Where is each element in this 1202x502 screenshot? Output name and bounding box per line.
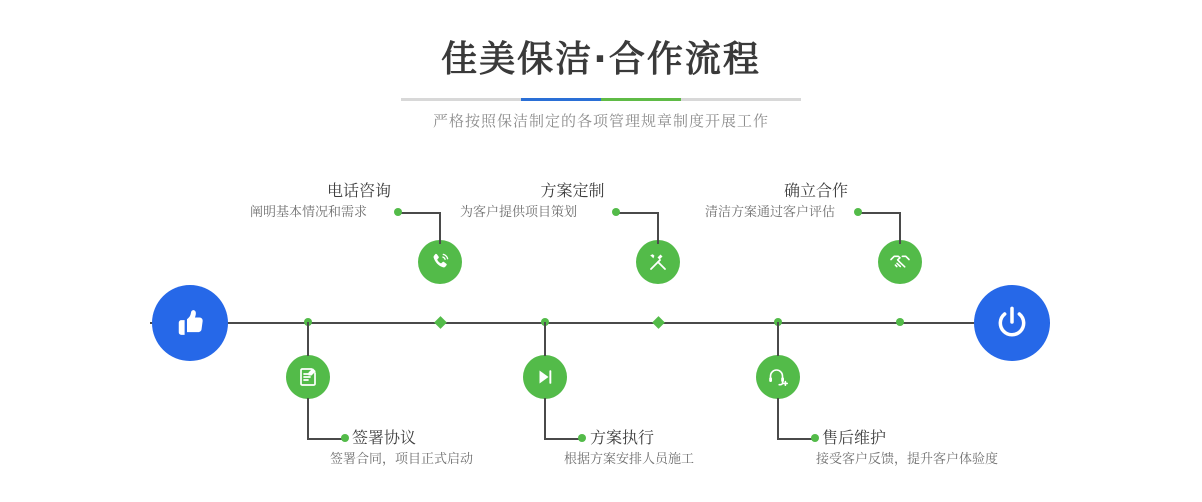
page-title: 佳美保洁·合作流程 [441,39,761,80]
step-title-2: 签署协议 [352,428,417,447]
step-label-4 [564,427,695,471]
tools-icon [646,250,670,274]
step-desc-2: 签署合同，项目正式启动 [330,452,474,467]
play-forward-icon [533,365,557,389]
connector-vertical-4 [544,322,546,356]
connector-vertical-1 [439,212,441,244]
connector-dot-2 [341,434,349,442]
step-desc-4: 根据方案安排人员施工 [564,452,695,467]
divider-accent-blue [521,98,601,101]
connector-horizontal-6 [777,438,815,440]
step-icon-6 [756,355,800,399]
step-title-6: 售后维护 [822,428,887,447]
handshake-icon [888,250,912,274]
axis-marker-1 [434,316,447,329]
headset-add-icon [766,365,790,389]
connector-horizontal-3 [616,212,658,214]
step-icon-4 [523,355,567,399]
title-divider [401,98,801,101]
connector-vertical-5 [899,212,901,244]
step-title-4: 方案执行 [590,428,655,447]
axis-marker-5 [896,318,904,326]
end-node [974,285,1050,361]
connector-horizontal-5 [858,212,900,214]
step-title-5: 确立合作 [783,181,848,200]
connector-dot-5 [854,208,862,216]
step-label-2 [330,427,474,471]
phone-call-icon [428,250,452,274]
start-node [152,285,228,361]
timeline-axis [150,322,1050,324]
connector-vertical-3 [657,212,659,244]
process-flow-diagram [0,150,1202,502]
step-desc-5: 清洁方案通过客户评估 [705,205,836,220]
connector-dot-4 [578,434,586,442]
step-label-3 [460,180,615,224]
divider-accent-green [601,98,681,101]
step-desc-6: 接受客户反馈，提升客户体验度 [816,452,999,467]
step-desc-1: 阐明基本情况和需求 [250,205,368,220]
connector-vertical-4b [544,398,546,438]
document-edit-icon [296,365,320,389]
connector-dot-6 [811,434,819,442]
step-icon-2 [286,355,330,399]
step-title-3: 方案定制 [540,181,605,200]
connector-horizontal-4 [544,438,582,440]
axis-marker-3 [652,316,665,329]
connector-horizontal-2 [307,438,345,440]
step-icon-5 [878,240,922,284]
connector-horizontal-1 [398,212,440,214]
step-label-5 [705,180,855,224]
step-icon-1 [418,240,462,284]
divider-accent [521,98,681,101]
thumbs-up-icon [171,304,209,342]
page-header [0,0,1202,150]
step-desc-3: 为客户提供项目策划 [460,205,578,220]
step-title-1: 电话咨询 [326,181,391,200]
power-icon [992,303,1032,343]
page-subtitle: 严格按照保洁制定的各项管理规章制度开展工作 [432,112,769,130]
connector-vertical-2 [307,322,309,356]
connector-vertical-6 [777,322,779,356]
connector-vertical-6b [777,398,779,438]
step-icon-3 [636,240,680,284]
step-label-6 [816,427,999,471]
step-label-1 [250,180,400,224]
connector-vertical-2b [307,398,309,438]
